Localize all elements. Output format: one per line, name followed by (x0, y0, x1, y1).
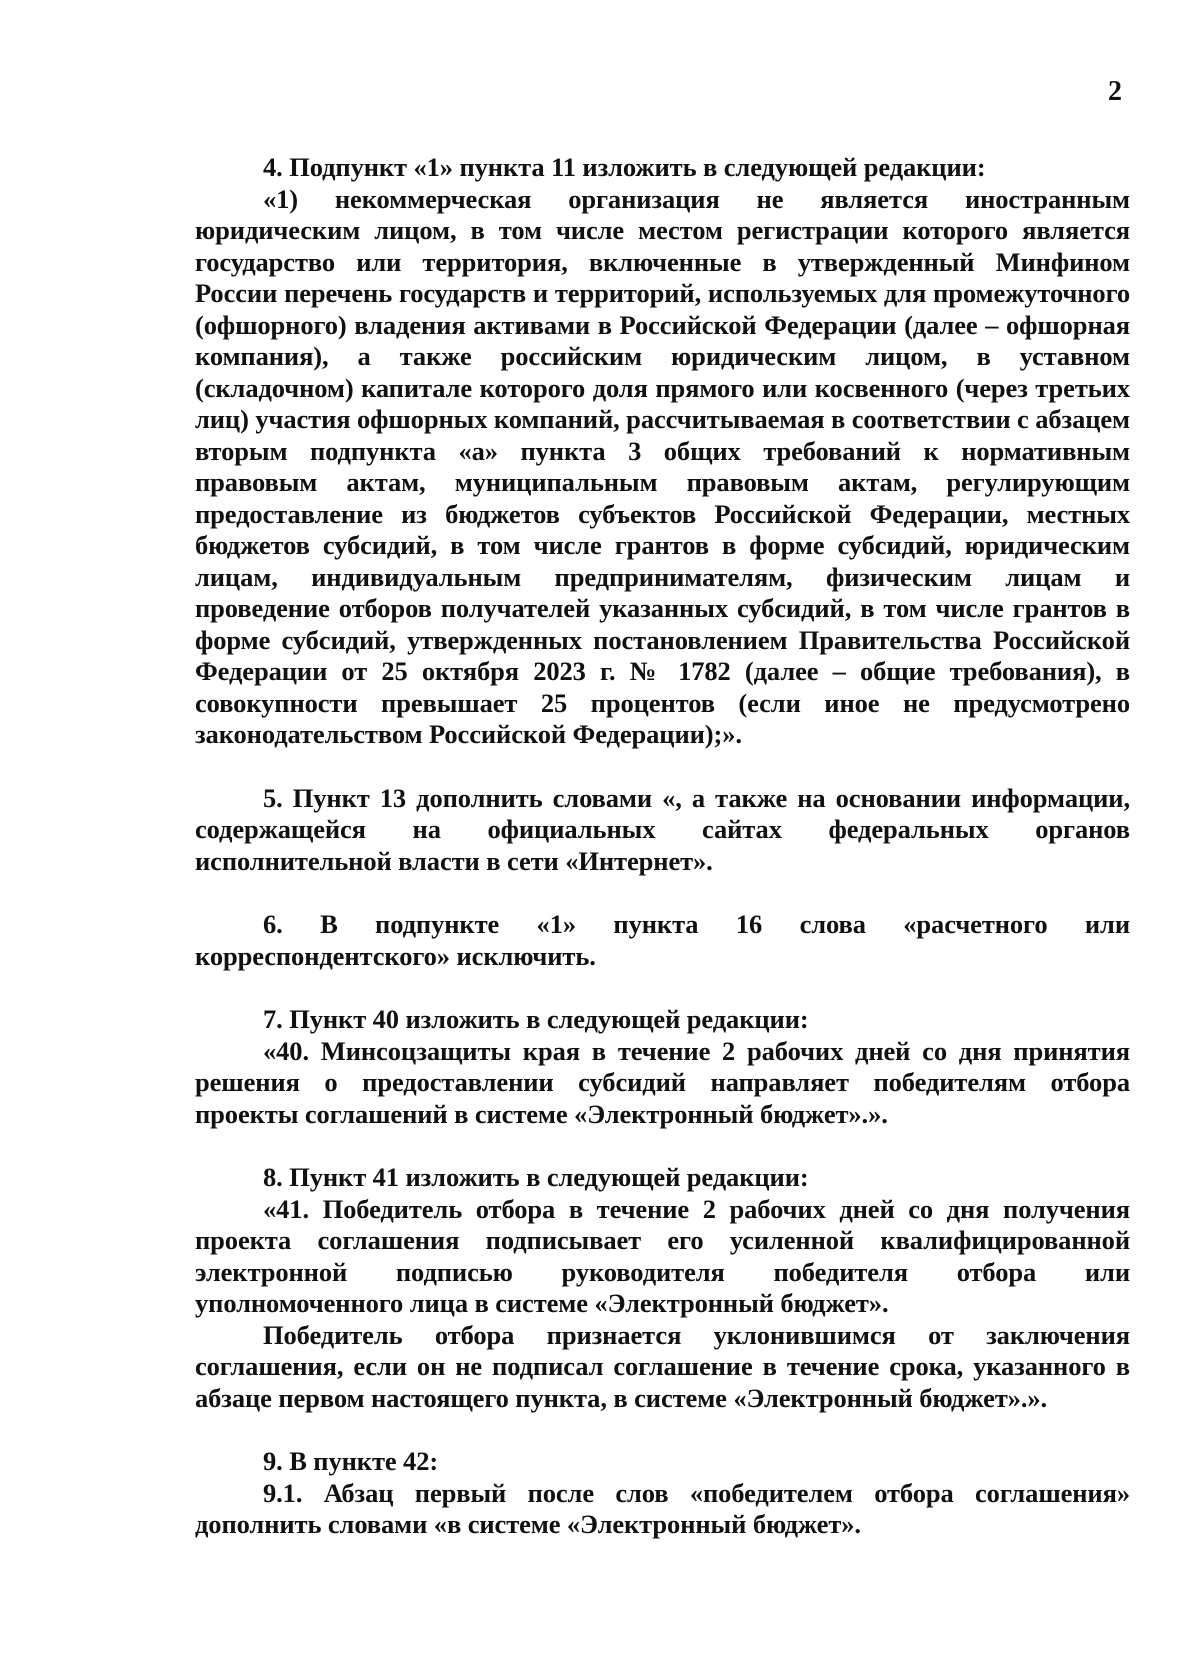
paragraph: 8. Пункт 41 изложить в следующей редакции: (263, 1162, 809, 1192)
paragraph: «40. Минсоцзащиты края в течение 2 рабочих дней со дня принятия решения о предоставлении субсидий направляет победителям отбора проекты соглашений в системе «Электронный бюджет».». (195, 1035, 1130, 1129)
paragraph: 6. В подпункте «1» пункта 16 слова «расчетного или корреспондентского» исключить. (195, 909, 1130, 971)
paragraph: «41. Победитель отбора в течение 2 рабочих дней со дня получения проекта соглашения подписывает его усиленной квалифицированной электронной подписью руководителя победителя отбора или уполномоченного лица в системе «Электронный бюджет». (195, 1193, 1130, 1318)
paragraph: 4. Подпункт «1» пункта 11 изложить в следующей редакции: (263, 152, 986, 182)
document-body (195, 152, 1130, 1541)
paragraph: 5. Пункт 13 дополнить словами «, а также на основании информации, содержащейся на официальных сайтах федеральных органов исполнительной власти в сети «Интернет». (195, 782, 1130, 876)
paragraph: 9.1. Абзац первый после слов «победителем отбора соглашения» дополнить словами «в системе «Электронный бюджет». (195, 1477, 1130, 1539)
paragraph: 9. В пункте 42: (263, 1446, 439, 1476)
page-number: 2 (1108, 76, 1122, 107)
paragraph: 7. Пункт 40 изложить в следующей редакции: (263, 1004, 809, 1034)
paragraph: Победитель отбора признается уклонившимся от заключения соглашения, если он не подписал соглашение в течение срока, указанного в абзаце первом настоящего пункта, в системе «Электронный бюджет».». (195, 1319, 1130, 1413)
paragraph: «1) некоммерческая организация не является иностранным юридическим лицом, в том числе местом регистрации которого является государство или территория, включенные в утвержденный Минфином России перечень государств и территорий, используемых для промежуточного (офшорного) владения активами в Российской Федерации (далее – офшорная компания), а также российским юридическим лицом, в уставном (складочном) капитале которого доля прямого или косвенного (через третьих лиц) участия офшорных компаний, рассчитываемая в соответствии с абзацем вторым подпункта «а» пункта 3 общих требований к нормативным правовым актам, муниципальным правовым актам, регулирующим предоставление из бюджетов субъектов Российской Федерации, местных бюджетов субсидий, в том числе грантов в форме субсидий, юридическим лицам, индивидуальным предпринимателям, физическим лицам и проведение отборов получателей указанных субсидий, в том числе грантов в форме субсидий, утвержденных постановлением Правительства Российской Федерации от 25 октября 2023 г. № 1782 (далее – общие требования), в совокупности превышает 25 процентов (если иное не предусмотрено законодательством Российской Федерации);». (195, 183, 1130, 749)
